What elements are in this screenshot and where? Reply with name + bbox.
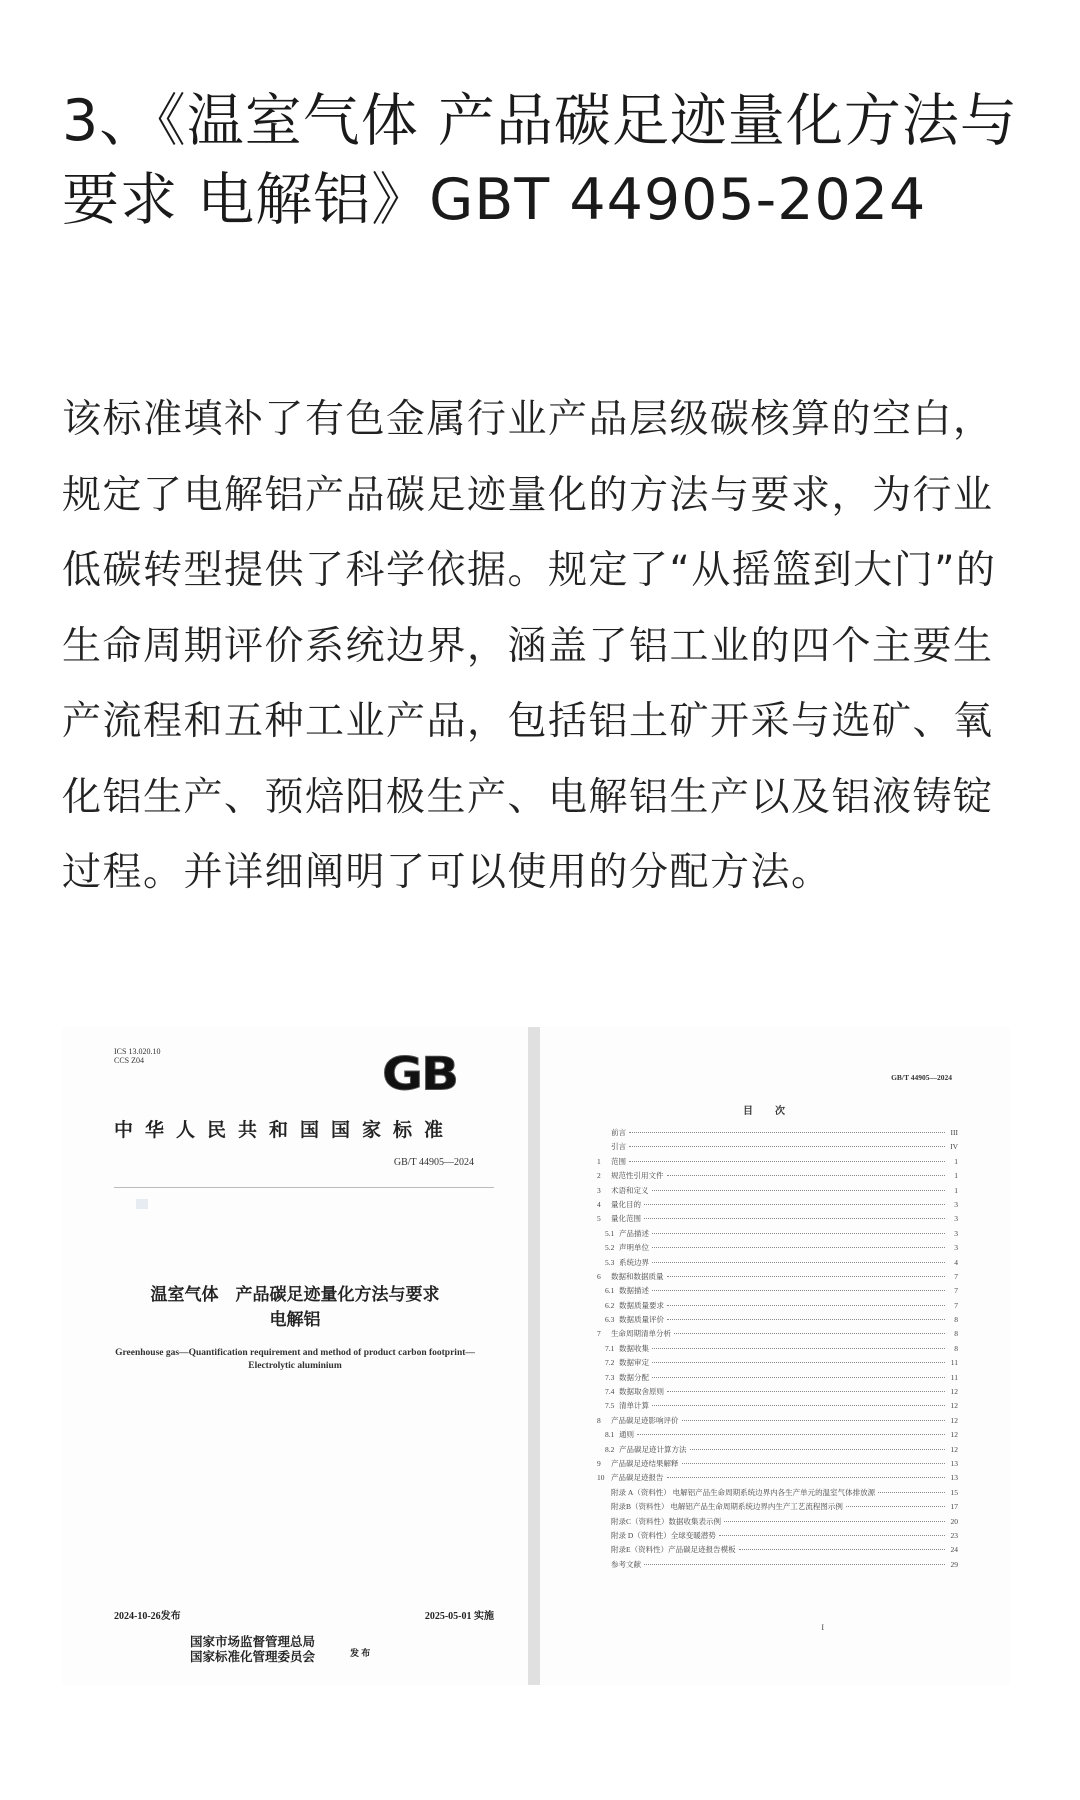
toc-entry-number: 5.2: [605, 1243, 615, 1253]
toc-entry-number: 10: [597, 1473, 605, 1483]
toc-entry-label: 数据质量评价: [619, 1315, 664, 1325]
issuers: [190, 1635, 315, 1665]
toc-leader-dots: [724, 1521, 945, 1522]
toc-entry-page: 3: [954, 1199, 958, 1209]
toc-leader-dots: [652, 1233, 945, 1234]
toc-entry-number: 7.1: [605, 1343, 615, 1353]
ics-text: ICS 13.020.10: [114, 1047, 161, 1056]
toc-leader-dots: [652, 1262, 945, 1263]
toc-entry-page: 8: [954, 1315, 958, 1325]
toc-entry-label: 数据审定: [619, 1358, 649, 1368]
toc-entry-page: 7: [954, 1286, 958, 1296]
toc-entry: [597, 1228, 958, 1242]
toc-entry-page: IV: [950, 1142, 958, 1152]
toc-leader-dots: [667, 1319, 945, 1320]
toc-entry-number: 8: [597, 1415, 601, 1425]
toc-entry-label: 产品描述: [619, 1228, 649, 1238]
ics-code: [114, 1047, 160, 1065]
toc-leader-dots: [644, 1564, 945, 1565]
toc-leader-dots: [690, 1449, 946, 1450]
toc-entry-page: 12: [950, 1415, 958, 1425]
toc-entry: [597, 1400, 958, 1414]
toc-entry-label: 清单计算: [619, 1401, 649, 1411]
toc-leader-dots: [682, 1463, 946, 1464]
toc-leader-dots: [652, 1362, 945, 1363]
toc-entry-label: 通则: [619, 1430, 634, 1440]
effective-date: 2025-05-01 实施: [424, 1611, 494, 1622]
toc-leader-dots: [667, 1305, 945, 1306]
toc-entry-page: 3: [954, 1214, 958, 1224]
publish-label: 发 布: [350, 1648, 371, 1658]
toc-entry-number: 5.3: [605, 1257, 615, 1267]
toc-entry-number: 7.4: [605, 1387, 615, 1397]
toc-entry-page: 15: [950, 1487, 958, 1497]
toc-entry: [597, 1156, 958, 1170]
toc-entry-number: 3: [597, 1185, 601, 1195]
toc-entry-page: 12: [950, 1430, 958, 1440]
toc-entry: [597, 1444, 958, 1458]
standard-code: GB/T 44905—2024: [393, 1157, 474, 1168]
toc-entry-page: 17: [950, 1502, 958, 1512]
toc-leader-dots: [682, 1420, 946, 1421]
toc-entry-page: 11: [950, 1358, 958, 1368]
toc-entry-page: 23: [950, 1530, 958, 1540]
toc-entry-label: 引言: [611, 1142, 626, 1152]
cover-english-title: Greenhouse gas—Quantification requirement and method of product carbon footprint—Electrolytic aluminium: [115, 1348, 475, 1371]
toc-leader-dots: [629, 1146, 945, 1147]
toc-entry-number: 8.1: [605, 1430, 615, 1440]
toc-leader-dots: [637, 1434, 945, 1435]
toc-entry-label: 附录 A（资料性） 电解铝产品生命周期系统边界内各生产单元的温室气体排放源: [611, 1487, 876, 1497]
toc-entry-page: 24: [950, 1545, 958, 1555]
toc-entry: [597, 1415, 958, 1429]
toc-entry: [597, 1386, 958, 1400]
toc-entry-label: 附录 D（资料性）全球变暖潜势: [611, 1530, 716, 1540]
toc-entry-label: 数据和数据质量: [611, 1271, 664, 1281]
toc-entry: [597, 1185, 958, 1199]
toc-list: [597, 1127, 958, 1573]
toc-entry-page: 13: [950, 1458, 958, 1468]
toc-entry: [597, 1314, 958, 1328]
toc-entry-label: 数据描述: [619, 1286, 649, 1296]
toc-leader-dots: [846, 1506, 945, 1507]
toc-entry-label: 数据分配: [619, 1372, 649, 1382]
toc-leader-dots: [629, 1161, 945, 1162]
cover-title: [62, 1282, 528, 1332]
toc-entry-label: 前言: [611, 1128, 626, 1137]
toc-entry: [597, 1257, 958, 1271]
toc-entry-label: 附录E（资料性）产品碳足迹报告模板: [611, 1545, 736, 1555]
toc-entry-number: 2: [597, 1171, 601, 1181]
toc-entry-label: 声明单位: [619, 1243, 649, 1253]
toc-entry-label: 数据取舍原则: [619, 1387, 664, 1397]
toc-entry: [597, 1487, 958, 1501]
toc-entry-number: 6.1: [605, 1286, 615, 1296]
table-of-contents-image: [540, 1027, 1010, 1685]
toc-leader-dots: [629, 1132, 945, 1133]
toc-leader-dots: [667, 1391, 945, 1392]
toc-entry: [597, 1170, 958, 1184]
cover-title-line2: 电解铝: [269, 1310, 321, 1329]
toc-entry: [597, 1285, 958, 1299]
toc-entry-page: 11: [950, 1372, 958, 1382]
toc-entry: [597, 1141, 958, 1155]
toc-entry-label: 量化目的: [611, 1199, 641, 1209]
toc-entry-page: 20: [950, 1516, 958, 1526]
toc-entry: [597, 1429, 958, 1443]
toc-title: 目次: [743, 1106, 807, 1117]
toc-entry-page: III: [950, 1128, 958, 1137]
page-gutter: [528, 1027, 540, 1685]
toc-entry-number: 7: [597, 1329, 601, 1339]
toc-leader-dots: [667, 1276, 946, 1277]
toc-entry-page: 12: [950, 1387, 958, 1397]
toc-entry: [597, 1357, 958, 1371]
toc-entry-number: 8.2: [605, 1444, 615, 1454]
toc-entry-label: 数据收集: [619, 1343, 649, 1353]
toc-entry-number: 4: [597, 1199, 601, 1209]
toc-entry-page: 3: [954, 1243, 958, 1253]
issuer-2: 国家标准化管理委员会: [190, 1650, 316, 1664]
toc-entry-page: 13: [950, 1473, 958, 1483]
toc-entry-label: 量化范围: [611, 1214, 641, 1224]
toc-leader-dots: [739, 1549, 945, 1550]
gb-logo-icon: GB: [382, 1047, 458, 1101]
toc-entry: [597, 1559, 958, 1573]
toc-leader-dots: [667, 1477, 946, 1478]
toc-entry-label: 产品碳足迹计算方法: [619, 1444, 687, 1454]
toc-entry: [597, 1544, 958, 1558]
toc-leader-dots: [667, 1175, 946, 1176]
toc-entry-label: 范围: [611, 1156, 626, 1166]
toc-entry: [597, 1472, 958, 1486]
divider-line: [114, 1187, 494, 1188]
ccs-text: CCS Z04: [114, 1056, 145, 1065]
toc-entry-page: 8: [954, 1329, 958, 1339]
toc-leader-dots: [652, 1190, 946, 1191]
toc-entry-page: 8: [954, 1343, 958, 1353]
toc-entry-page: 7: [954, 1300, 958, 1310]
toc-entry-page: 1: [954, 1185, 958, 1195]
toc-entry-number: 1: [597, 1156, 601, 1166]
issue-date: 2024-10-26发布: [114, 1611, 181, 1622]
toc-entry-label: 术语和定义: [611, 1185, 649, 1195]
page-number: I: [821, 1623, 824, 1632]
toc-entry-number: 5: [597, 1214, 601, 1224]
toc-entry-label: 生命周期清单分析: [611, 1329, 671, 1339]
toc-entry-number: 7.5: [605, 1401, 615, 1411]
toc-entry-page: 7: [954, 1271, 958, 1281]
issuer-1: 国家市场监督管理总局: [190, 1635, 316, 1649]
toc-leader-dots: [652, 1405, 945, 1406]
toc-entry-number: 7.2: [605, 1358, 615, 1368]
toc-entry: [597, 1127, 958, 1141]
toc-entry-label: 系统边界: [619, 1257, 649, 1267]
toc-entry-label: 产品碳足迹影响评价: [611, 1415, 679, 1425]
toc-entry: [597, 1242, 958, 1256]
toc-entry: [597, 1516, 958, 1530]
toc-entry: [597, 1372, 958, 1386]
toc-entry: [597, 1199, 958, 1213]
toc-entry-number: 6: [597, 1271, 601, 1281]
toc-entry-number: 7.3: [605, 1372, 615, 1382]
article-heading: 3、《温室气体 产品碳足迹量化方法与要求 电解铝》GBT 44905-2024: [62, 88, 1018, 233]
toc-entry-number: 5.1: [605, 1228, 615, 1238]
toc-leader-dots: [644, 1218, 945, 1219]
toc-entry: [597, 1213, 958, 1227]
toc-leader-dots: [652, 1290, 945, 1291]
toc-entry-label: 附录B（资料性） 电解铝产品生命周期系统边界内生产工艺流程图示例: [611, 1502, 843, 1512]
toc-entry-number: 6.3: [605, 1315, 615, 1325]
toc-entry-number: 6.2: [605, 1300, 615, 1310]
toc-leader-dots: [652, 1247, 945, 1248]
toc-entry-label: 规范性引用文件: [611, 1171, 664, 1181]
toc-entry-label: 附录C（资料性）数据收集表示例: [611, 1516, 722, 1526]
toc-entry-page: 1: [954, 1171, 958, 1181]
national-standard-label: 中华人民共和国国家标准: [114, 1120, 456, 1141]
toc-leader-dots: [719, 1535, 945, 1536]
toc-entry: [597, 1343, 958, 1357]
toc-entry-label: 产品碳足迹报告: [611, 1473, 664, 1483]
toc-leader-dots: [652, 1348, 945, 1349]
toc-entry-page: 12: [950, 1401, 958, 1411]
toc-entry-label: 参考文献: [611, 1559, 641, 1569]
toc-entry-label: 产品碳足迹结果解释: [611, 1458, 679, 1468]
cover-title-line1: 温室气体 产品碳足迹量化方法与要求: [150, 1285, 440, 1304]
toc-leader-dots: [644, 1204, 945, 1205]
toc-entry-page: 4: [954, 1257, 958, 1267]
toc-leader-dots: [652, 1377, 945, 1378]
toc-entry-page: 29: [950, 1559, 958, 1569]
toc-entry-page: 1: [954, 1156, 958, 1166]
toc-leader-dots: [878, 1492, 945, 1493]
toc-entry: [597, 1271, 958, 1285]
toc-leader-dots: [674, 1333, 945, 1334]
toc-entry-page: 12: [950, 1444, 958, 1454]
toc-entry-page: 3: [954, 1228, 958, 1238]
toc-entry: [597, 1458, 958, 1472]
toc-entry: [597, 1328, 958, 1342]
toc-entry-number: 9: [597, 1458, 601, 1468]
placeholder-mark: [136, 1199, 148, 1209]
standard-cover-image: [62, 1027, 528, 1685]
toc-standard-code: GB/T 44905—2024: [891, 1073, 952, 1082]
toc-entry: [597, 1501, 958, 1515]
toc-entry-label: 数据质量要求: [619, 1300, 664, 1310]
toc-entry: [597, 1300, 958, 1314]
toc-entry: [597, 1530, 958, 1544]
article-paragraph: 该标准填补了有色金属行业产品层级碳核算的空白，规定了电解铝产品碳足迹量化的方法与要求，为行业低碳转型提供了科学依据。规定了“从摇篮到大门”的生命周期评价系统边界，涵盖了铝工业的四个主要生产流程和五种工业产品，包括铝土矿开采与选矿、氧化铝生产、预焙阳极生产、电解铝生产以及铝液铸锭过程。并详细阐明了可以使用的分配方法。: [62, 397, 997, 895]
